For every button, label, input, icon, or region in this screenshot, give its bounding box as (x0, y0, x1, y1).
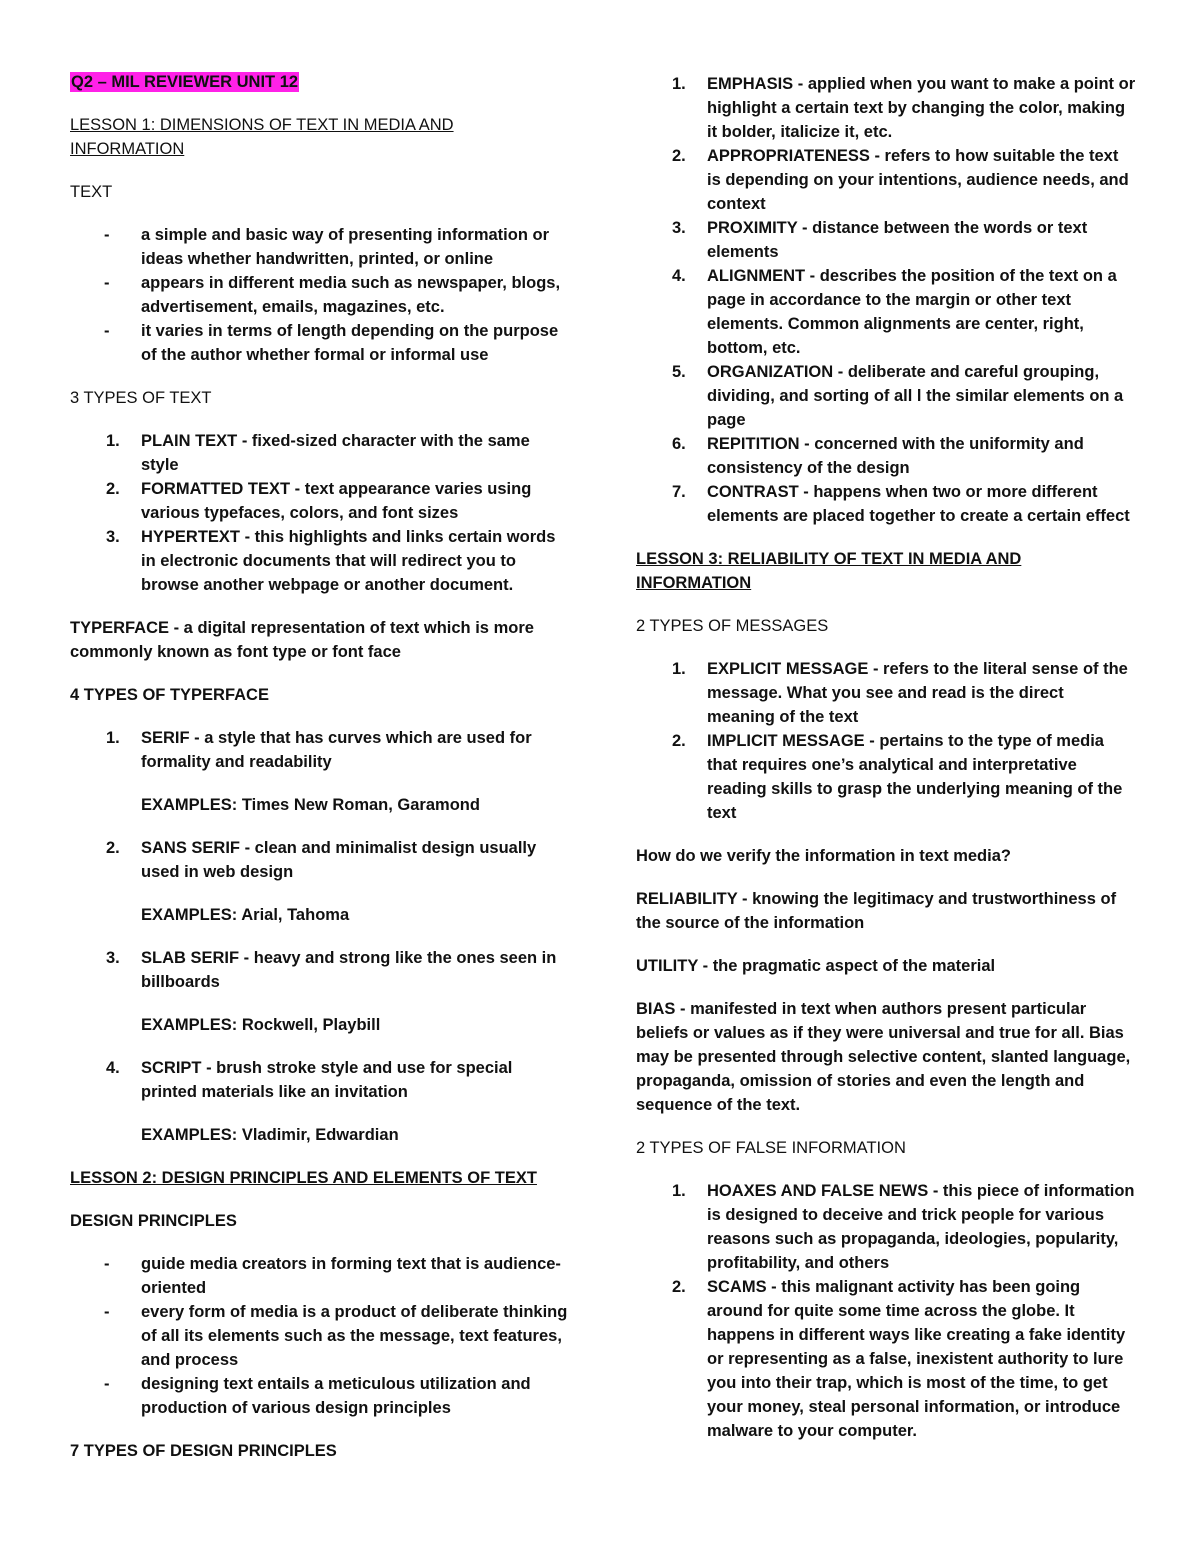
item-number: 3. (106, 949, 120, 967)
list-item (636, 480, 1136, 528)
item-text: APPROPRIATENESS - refers to how suitable the text is depending on your intentions, audience needs, and context (707, 147, 1129, 213)
bias-definition: BIAS - manifested in text when authors present particular beliefs or values as if they were universal and true for all. Bias may be presented through selective content, slanted language, propaganda, omission of stories and even the length and sequence of the text. (636, 1000, 1131, 1114)
list-item: - a simple and basic way of presenting information or ideas whether handwritten, printed, or online (70, 223, 570, 271)
item-text: SCAMS - this malignant activity has been going around for quite some time across the globe. It happens in different ways like creating a fake identity or representing as a false, inexistent authority to lure you into their trap, which is most of the time, to get your money, steal personal information, or introduce malware to your computer. (707, 1278, 1126, 1440)
item-number: 2. (672, 147, 686, 165)
text-types-list (70, 429, 570, 597)
item-number: 1. (672, 660, 686, 678)
item-number: 1. (672, 75, 686, 93)
reliability-definition: RELIABILITY - knowing the legitimacy and trustworthiness of the source of the information (636, 890, 1117, 932)
item-text: EXPLICIT MESSAGE - refers to the literal sense of the message. What you see and read is the direct meaning of the text (707, 660, 1128, 726)
list-item (636, 144, 1136, 216)
design-types-heading: 7 TYPES OF DESIGN PRINCIPLES (70, 1442, 337, 1460)
list-item (636, 432, 1136, 480)
item-number: 6. (672, 435, 686, 453)
item-examples: EXAMPLES: Times New Roman, Garamond (141, 796, 480, 814)
item-text: PROXIMITY - distance between the words or text elements (707, 219, 1088, 261)
item-number: 2. (672, 1278, 686, 1296)
lesson1-heading: LESSON 1: DIMENSIONS OF TEXT IN MEDIA AND INFORMATION (70, 116, 454, 158)
item-number: 7. (672, 483, 686, 501)
item-number: 4. (672, 267, 686, 285)
list-item: - it varies in terms of length depending on the purpose of the author whether formal or informal use (70, 319, 570, 367)
item-number: 3. (106, 528, 120, 546)
item-text: SLAB SERIF - heavy and strong like the ones seen in billboards (141, 949, 557, 991)
text-types-heading: 3 TYPES OF TEXT (70, 389, 212, 407)
list-item (70, 726, 570, 817)
right-column (636, 72, 1136, 1462)
list-item (70, 477, 570, 525)
item-examples: EXAMPLES: Rockwell, Playbill (141, 1016, 381, 1034)
item-number: 1. (672, 1182, 686, 1200)
item-text: IMPLICIT MESSAGE - pertains to the type of media that requires one’s analytical and interpretative reading skills to grasp the underlying meaning of the text (707, 732, 1123, 822)
item-text: SANS SERIF - clean and minimalist design usually used in web design (141, 839, 537, 881)
item-number: 1. (106, 729, 120, 747)
item-text: HOAXES AND FALSE NEWS - this piece of information is designed to deceive and trick people for various reasons such as propaganda, ideologies, popularity, profitability, and others (707, 1182, 1135, 1272)
list-item (70, 836, 570, 927)
document-title: Q2 – MIL REVIEWER UNIT 12 (71, 73, 299, 91)
list-item: - appears in different media such as newspaper, blogs, advertisement, emails, magazines, etc. (70, 271, 570, 319)
item-text: EMPHASIS - applied when you want to make a point or highlight a certain text by changing the color, making it bolder, italicize it, etc. (707, 75, 1136, 141)
false-info-heading: 2 TYPES OF FALSE INFORMATION (636, 1139, 906, 1157)
item-text: FORMATTED TEXT - text appearance varies using various typefaces, colors, and font sizes (141, 480, 532, 522)
item-text: REPITITION - concerned with the uniformity and consistency of the design (707, 435, 1084, 477)
lesson3-heading: LESSON 3: RELIABILITY OF TEXT IN MEDIA AND INFORMATION (636, 550, 1022, 592)
list-item (636, 72, 1136, 144)
typeface-types-list (70, 726, 570, 1147)
list-item (70, 525, 570, 597)
item-text: PLAIN TEXT - fixed-sized character with the same style (141, 432, 530, 474)
item-text: ALIGNMENT - describes the position of the text on a page in accordance to the margin or other text elements. Common alignments are center, right, bottom, etc. (707, 267, 1117, 357)
design-principles-list (70, 1252, 570, 1420)
list-item (636, 264, 1136, 360)
messages-heading: 2 TYPES OF MESSAGES (636, 617, 829, 635)
list-item (636, 729, 1136, 825)
item-examples: EXAMPLES: Vladimir, Edwardian (141, 1126, 399, 1144)
list-item (70, 946, 570, 1037)
item-number: 4. (106, 1059, 120, 1077)
item-number: 1. (106, 432, 120, 450)
item-examples: EXAMPLES: Arial, Tahoma (141, 906, 350, 924)
item-text: SCRIPT - brush stroke style and use for special printed materials like an invitation (141, 1059, 513, 1101)
text-bullet-list (70, 223, 570, 367)
utility-definition: UTILITY - the pragmatic aspect of the material (636, 957, 996, 975)
item-number: 2. (106, 839, 120, 857)
list-item (70, 429, 570, 477)
item-number: 2. (106, 480, 120, 498)
item-number: 3. (672, 219, 686, 237)
list-item (636, 657, 1136, 729)
false-info-list (636, 1179, 1136, 1443)
document-title-line (70, 70, 570, 94)
item-text: ORGANIZATION - deliberate and careful grouping, dividing, and sorting of all l the similar elements on a page (707, 363, 1124, 429)
list-item (636, 360, 1136, 432)
item-number: 5. (672, 363, 686, 381)
design-principles-heading: DESIGN PRINCIPLES (70, 1212, 237, 1230)
messages-list (636, 657, 1136, 825)
verify-question: How do we verify the information in text media? (636, 847, 1011, 865)
list-item (636, 216, 1136, 264)
list-item (70, 1056, 570, 1147)
list-item: - guide media creators in forming text that is audience-oriented (70, 1252, 570, 1300)
item-text: HYPERTEXT - this highlights and links certain words in electronic documents that will redirect you to browse another webpage or another document. (141, 528, 556, 594)
typeface-definition: TYPERFACE - a digital representation of text which is more commonly known as font type or font face (70, 619, 534, 661)
item-text: SERIF - a style that has curves which are used for formality and readability (141, 729, 532, 771)
list-item (636, 1275, 1136, 1443)
typeface-types-heading: 4 TYPES OF TYPERFACE (70, 686, 269, 704)
list-item: - designing text entails a meticulous utilization and production of various design principles (70, 1372, 570, 1420)
text-heading: TEXT (70, 183, 113, 201)
item-text: CONTRAST - happens when two or more different elements are placed together to create a certain effect (707, 483, 1130, 525)
list-item: - every form of media is a product of deliberate thinking of all its elements such as the message, text features, and process (70, 1300, 570, 1372)
left-column (70, 70, 570, 1482)
design-types-list (636, 72, 1136, 528)
list-item (636, 1179, 1136, 1275)
lesson2-heading: LESSON 2: DESIGN PRINCIPLES AND ELEMENTS OF TEXT (70, 1169, 537, 1187)
item-number: 2. (672, 732, 686, 750)
